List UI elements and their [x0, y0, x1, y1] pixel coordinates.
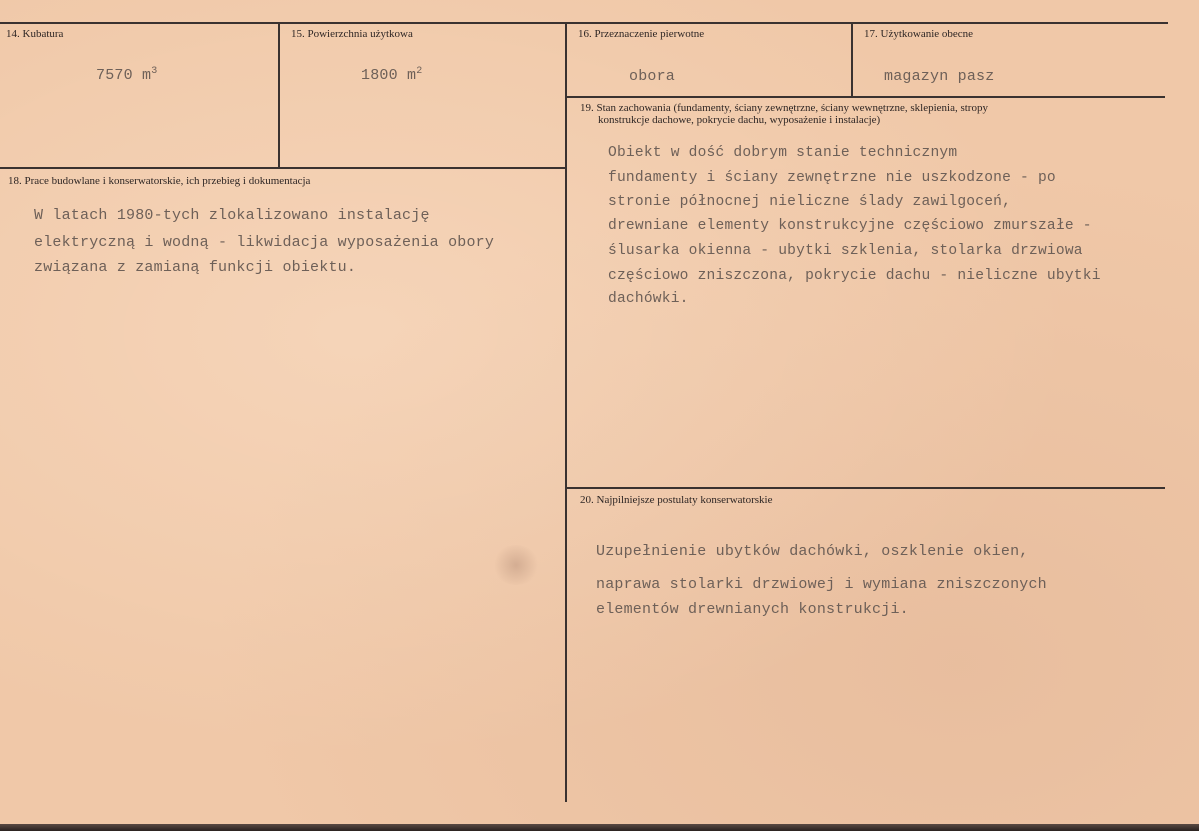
- field-15-value: [361, 66, 422, 84]
- field-19-label-line-1: 19. Stan zachowania (fundamenty, ściany zewnętrzne, ściany wewnętrzne, sklepienia, stropy: [580, 102, 988, 114]
- field-19-line-7: dachówki.: [608, 291, 689, 307]
- top-rule: [0, 22, 1168, 24]
- field-18-line-1: W latach 1980-tych zlokalizowano instalację: [34, 207, 430, 224]
- field-16-value: obora: [629, 68, 676, 85]
- field-19-line-4: drewniane elementy konstrukcyjne częściowo zmurszałe -: [608, 218, 1092, 234]
- bottom-edge-shadow: [0, 824, 1199, 831]
- field-15-number: 1800 m: [361, 67, 417, 84]
- field-17-label: 17. Użytkowanie obecne: [864, 28, 974, 40]
- paper-stain: [492, 545, 540, 585]
- field-16-label: 16. Przeznaczenie pierwotne: [578, 28, 705, 40]
- field-14-value: [96, 66, 157, 84]
- field-19-line-2: fundamenty i ściany zewnętrzne nie uszkodzone - po: [608, 170, 1056, 186]
- field-20-line-2: naprawa stolarki drzwiowej i wymiana zniszczonych: [596, 576, 1047, 593]
- divider-16-17: [851, 22, 853, 97]
- field-14-unit-exponent: 3: [151, 66, 158, 77]
- divider-left-right: [565, 22, 567, 802]
- rule-under-14-15: [0, 167, 567, 169]
- field-19-line-3: stronie północnej nieliczne ślady zawilgoceń,: [608, 194, 1012, 210]
- field-20-line-1: Uzupełnienie ubytków dachówki, oszklenie okien,: [596, 543, 1029, 560]
- field-19-line-1: Obiekt w dość dobrym stanie technicznym: [608, 145, 958, 161]
- field-19-line-5: ślusarka okienna - ubytki szklenia, stolarka drzwiowa: [608, 243, 1083, 259]
- field-14-label: 14. Kubatura: [6, 28, 64, 40]
- field-18-label: 18. Prace budowlane i konserwatorskie, ich przebieg i dokumentacja: [8, 175, 311, 187]
- rule-under-16-17: [567, 96, 1165, 98]
- field-20-line-3: elementów drewnianych konstrukcji.: [596, 601, 909, 618]
- field-19-label-line-2: konstrukcje dachowe, pokrycie dachu, wyposażenie i instalacje): [598, 114, 881, 126]
- divider-14-15: [278, 22, 280, 168]
- field-20-label: 20. Najpilniejsze postulaty konserwatorskie: [580, 494, 773, 506]
- rule-above-20: [567, 487, 1165, 489]
- field-18-line-3: związana z zamianą funkcji obiektu.: [34, 259, 357, 276]
- field-15-unit-exponent: 2: [416, 66, 423, 77]
- field-15-label: 15. Powierzchnia użytkowa: [291, 28, 413, 40]
- field-17-value: magazyn pasz: [884, 68, 995, 85]
- field-19-line-6: częściowo zniszczona, pokrycie dachu - nieliczne ubytki: [608, 268, 1101, 284]
- field-18-line-2: elektryczną i wodną - likwidacja wyposażenia obory: [34, 234, 495, 251]
- field-14-number: 7570 m: [96, 67, 152, 84]
